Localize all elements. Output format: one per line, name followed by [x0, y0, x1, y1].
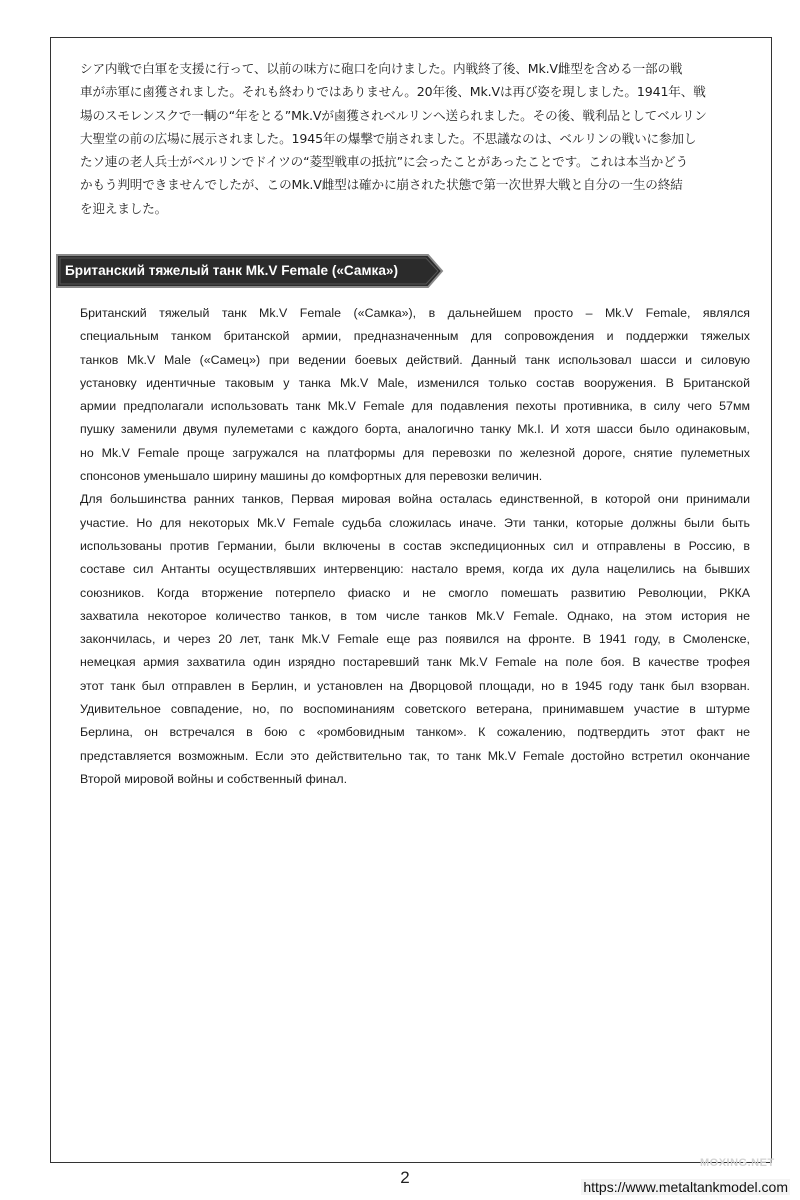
- jp-line: を迎えました。: [80, 200, 168, 216]
- ru-line: союзников. Когда вторжение потерпело фиаско и не смогло помешать развитию Революции, РККА: [80, 585, 750, 600]
- jp-line: 大聖堂の前の広場に展示されました。1945年の爆撃で崩されました。不思議なのは、ベルリンの戦いに参加し: [80, 130, 697, 146]
- ru-line: захватила некоторое количество танков, в том числе танков Mk.V Female. Однако, на этом история не: [80, 608, 750, 623]
- watermark: MOXING.NET: [700, 1157, 775, 1169]
- japanese-paragraph: [80, 57, 745, 220]
- jp-line: シア内戦で白軍を支援に行って、以前の味方に砲口を向けました。内戦終了後、Mk.V雌型を含める一部の戦: [80, 61, 683, 76]
- ru-line: Удивительное совпадение, но, по воспоминаниям советского ветерана, принимавшем участие в штурме: [80, 702, 750, 717]
- ru-line: спонсонов уменьшало ширину машины до комфортных для перевозки величин.: [80, 469, 543, 484]
- ru-line: немецкая армия захватила один изрядно постаревший танк Mk.V Female на поле боя. В качестве трофея: [80, 655, 750, 670]
- ru-line: пушку заменили двумя пулеметами с каждого борта, аналогично танку Mk.I. И хотя шасси было одинаковым,: [80, 422, 750, 437]
- ru-line: Британский тяжелый танк Mk.V Female («Самка»), в дальнейшем просто – Mk.V Female, являлся: [80, 306, 750, 320]
- page-number: 2: [400, 1168, 410, 1187]
- section-header-banner: [53, 253, 444, 289]
- footer-url: https://www.metaltankmodel.com: [583, 1179, 788, 1195]
- ru-line: армии предполагали использовать танк Mk.V Female для подавления пехоты противника, в силу чего 57мм: [80, 399, 750, 414]
- jp-line: 場のスモレンスクで一輌の“年をとる”Mk.Vが鹵獲されベルリンへ送られました。その後、戦利品としてベルリン: [80, 107, 707, 123]
- russian-text: [80, 302, 750, 791]
- ru-line: этот танк был отправлен в Берлин, и установлен на Дворцовой площади, но в 1945 году танк был взорван.: [80, 678, 750, 693]
- ru-line: Второй мировой войны и собственный финал.: [80, 771, 348, 786]
- ru-line: представляется возможным. Если это действительно так, то танк Mk.V Female достойно встретил окончание: [80, 748, 750, 763]
- ru-line: танков Mk.V Male («Самец») при ведении боевых действий. Данный танк использовал шасси и силовую: [80, 352, 750, 367]
- section-title: Британский тяжелый танк Mk.V Female («Самка»): [65, 263, 398, 278]
- ru-line: но Mk.V Female проще загружался на платформы для перевозки по железной дороге, снятие пулеметных: [80, 445, 750, 460]
- ru-line: использованы против Германии, были включены в состав экспедиционных сил и отправлены в Россию, в: [80, 538, 750, 553]
- jp-line: たソ連の老人兵士がベルリンでドイツの“菱型戦車の抵抗”に会ったことがあったことです。これは本当かどう: [80, 154, 689, 170]
- ru-line: Для большинства ранних танков, Первая мировая война осталась единственной, в которой они принимали: [80, 492, 750, 507]
- jp-line: かもう判明できませんでしたが、このMk.V雌型は確かに崩された状態で第一次世界大戦と自分の一生の終結: [80, 177, 683, 193]
- jp-line: 車が赤軍に鹵獲されました。それも終わりではありません。20年後、Mk.Vは再び姿を現しました。1941年、戦: [80, 84, 706, 100]
- ru-line: участие. Но для некоторых Mk.V Female судьба сложилась иначе. Эти танки, которые должны были быть: [80, 515, 750, 530]
- ru-line: специальным танком британской армии, предназначенным для сопровождения и поддержки тяжелых: [80, 329, 750, 344]
- ru-line: составе сил Антанты осуществлявших интервенцию: настало время, когда их дула нацелились на бывших: [80, 562, 750, 577]
- ru-line: установку идентичные таковым у танка Mk.V Male, изменился только состав вооружения. В Британской: [80, 375, 750, 390]
- ru-line: Берлина, он встречался в бою с «ромбовидным танком». К сожалению, подтвердить этот факт не: [80, 725, 750, 740]
- ru-line: закончилась, и через 20 лет, танк Mk.V Female еще раз появился на фронте. В 1941 году, в Смоленске,: [80, 632, 750, 647]
